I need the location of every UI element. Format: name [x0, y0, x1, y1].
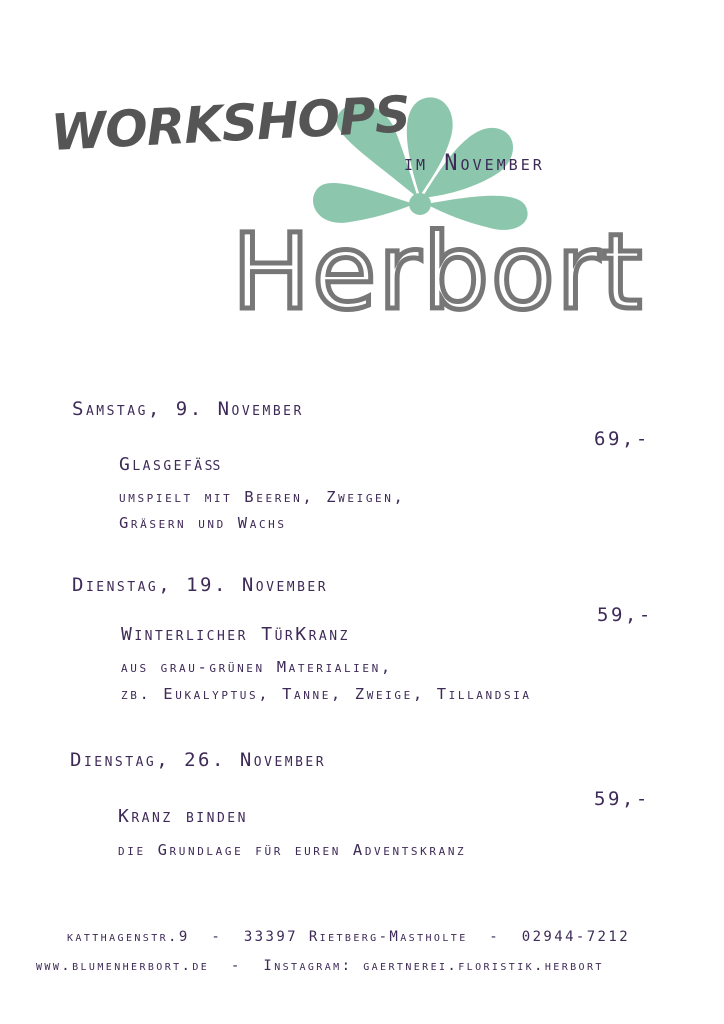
workshop-3-date: Dienstag, 26. November: [70, 749, 327, 771]
workshop-1-date: Samstag, 9. November: [72, 398, 304, 420]
header-subtitle: im November: [404, 151, 545, 176]
brand-name: Herbort: [232, 211, 645, 333]
workshop-3-title: Kranz binden: [118, 806, 248, 827]
workshop-3-desc-line1: die Grundlage für euren Adventskranz: [118, 841, 467, 859]
footer-address: katthagenstr.9 - 33397 Rietberg-Mastholte - 02944-7212: [67, 929, 631, 945]
workshop-1-title: Glasgefäß: [119, 454, 223, 475]
workshop-2-price: 59,-: [597, 604, 653, 626]
workshop-3-price: 59,-: [594, 788, 650, 810]
workshop-2-desc-line2: zb. Eukalyptus, Tanne, Zweige, Tillandsia: [121, 685, 532, 703]
footer-web-instagram: www.blumenherbort.de - Instagram: gaertnerei.floristik.herbort: [36, 958, 604, 974]
workshop-1-desc-line2: Gräsern und Wachs: [119, 514, 287, 532]
workshop-2-date: Dienstag, 19. November: [72, 574, 329, 596]
workshop-1-price: 69,-: [594, 428, 650, 450]
herbort-logo: [0, 0, 724, 340]
header-title: WORKSHOPS: [49, 85, 412, 162]
workshop-2-desc-line1: aus grau-grünen Materialien,: [121, 658, 393, 676]
workshop-1-desc-line1: umspielt mit Beeren, Zweigen,: [119, 488, 406, 506]
workshop-2-title: Winterlicher TürKranz: [121, 624, 350, 645]
